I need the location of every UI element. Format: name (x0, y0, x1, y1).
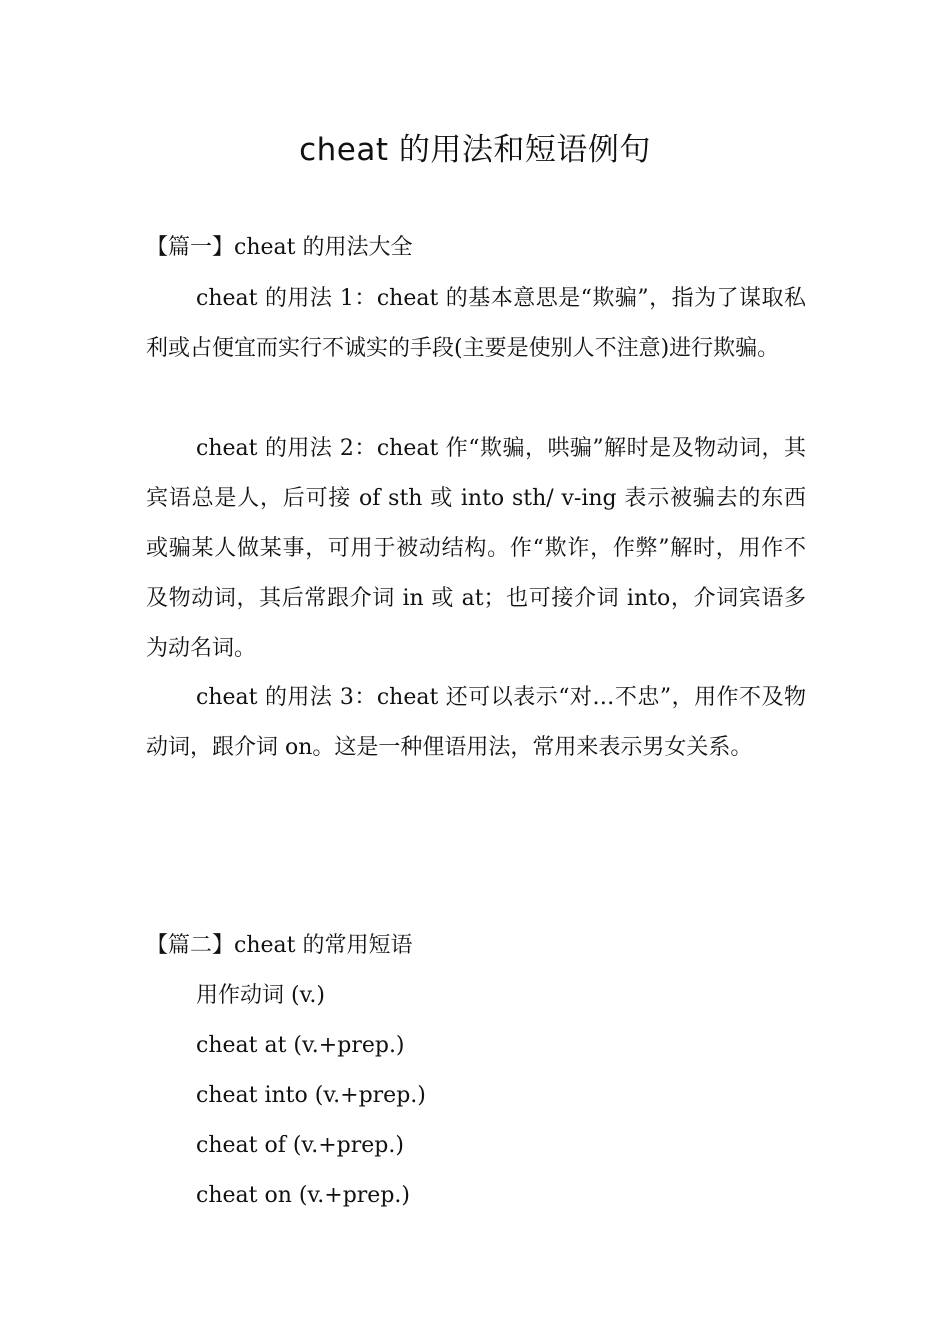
phrase-line-cheat-at: cheat at (v.+prep.) (196, 1033, 405, 1058)
phrase-line-cheat-of: cheat of (v.+prep.) (196, 1133, 404, 1158)
phrase-line-verb: 用作动词 (v.) (196, 983, 325, 1008)
paragraph-usage-3: cheat 的用法 3：cheat 还可以表示“对…不忠”，用作不及物动词，跟介词 on。这是一种俚语用法，常用来表示男女关系。 (146, 685, 806, 760)
section-heading-2: 【篇二】cheat 的常用短语 (146, 933, 413, 958)
phrase-line-cheat-into: cheat into (v.+prep.) (196, 1083, 426, 1108)
paragraph-usage-1: cheat 的用法 1：cheat 的基本意思是“欺骗”，指为了谋取私利或占便宜而实行不诚实的手段(主要是使别人不注意)进行欺骗。 (146, 286, 806, 361)
page-title: cheat 的用法和短语例句 (299, 132, 651, 168)
paragraph-usage-2: cheat 的用法 2：cheat 作“欺骗，哄骗”解时是及物动词，其宾语总是人，后可接 of sth 或 into sth/ v-ing 表示被骗去的东西或骗某人做某事，可用于被动结构。作“欺诈，作弊”解时，用作不及物动词，其后常跟介词 in 或 at；也可接介词 into，介词宾语多为动名词。 (146, 436, 806, 661)
phrase-line-cheat-on: cheat on (v.+prep.) (196, 1183, 410, 1208)
section-heading-1: 【篇一】cheat 的用法大全 (146, 235, 413, 260)
